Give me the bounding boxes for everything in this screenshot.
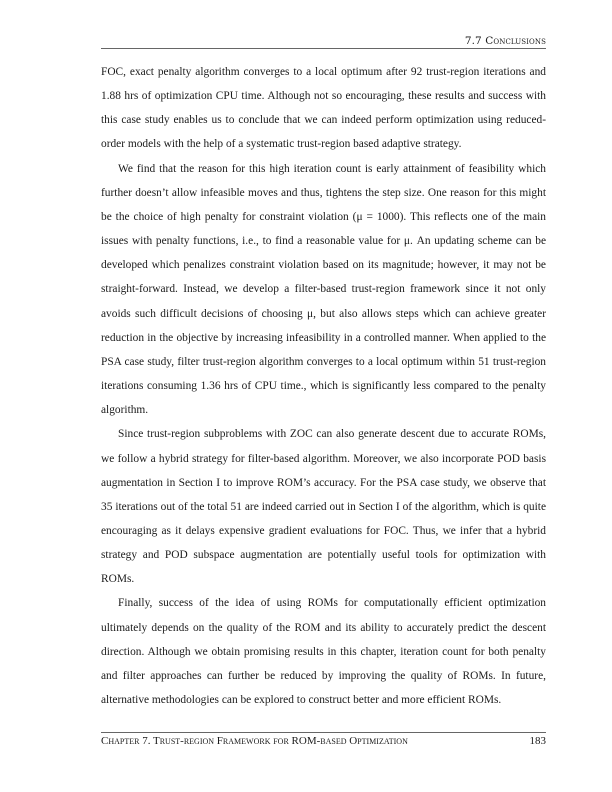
footer-chapter-title: Chapter 7. Trust-region Framework for ROM-based Optimization (101, 735, 408, 747)
paragraph-4: Finally, success of the idea of using ROMs for computationally efficient optimization ultimately depends on the quality of the ROM and its ability to accurately predict the descent direction. Although we obtain promising results in this chapter, iteration count for both penalty and filter approaches can further be reduced by improving the quality of ROMs. In future, alternative methodologies can be explored to construct better and more efficient ROMs. (101, 597, 546, 707)
page-number: 183 (529, 735, 546, 747)
paragraph-1: FOC, exact penalty algorithm converges to a local optimum after 92 trust-region iterations and 1.88 hrs of optimization CPU time. Although not so encouraging, these results and success with this case study enables us to conclude that we can indeed perform optimization using reduced-order models with the help of a systematic trust-region based adaptive strategy. (101, 66, 546, 151)
running-header: 7.7 Conclusions (464, 35, 546, 47)
paragraph-3: Since trust-region subproblems with ZOC can also generate descent due to accurate ROMs, we follow a hybrid strategy for filter-based algorithm. Moreover, we also incorporate POD basis augmentation in Section I to improve ROM’s accuracy. For the PSA case study, we observe that 35 iterations out of the total 51 are indeed carried out in Section I of the algorithm, which is quite encouraging as it delays expensive gradient evaluations for FOC. Thus, we infer that a hybrid strategy and POD subspace augmentation are potentially useful tools for optimization with ROMs. (101, 428, 546, 586)
footer (101, 735, 546, 747)
body-text (101, 60, 546, 712)
header-rule (101, 48, 546, 49)
footer-rule (101, 732, 546, 733)
paragraph-2: We find that the reason for this high iteration count is early attainment of feasibility which further doesn’t allow infeasible moves and thus, tightens the step size. One reason for this might be the choice of high penalty for constraint violation (μ = 1000). This reflects one of the main issues with penalty functions, i.e., to find a reasonable value for μ. An updating scheme can be developed which penalizes constraint violation based on its magnitude; however, it may not be straight-forward. Instead, we develop a filter-based trust-region framework since it not only avoids such difficult decisions of choosing μ, but also allows steps which can achieve greater reduction in the objective by increasing infeasibility in a controlled manner. When applied to the PSA case study, filter trust-region algorithm converges to a local optimum within 51 trust-region iterations consuming 1.36 hrs of CPU time., which is significantly less compared to the penalty algorithm. (101, 162, 546, 417)
